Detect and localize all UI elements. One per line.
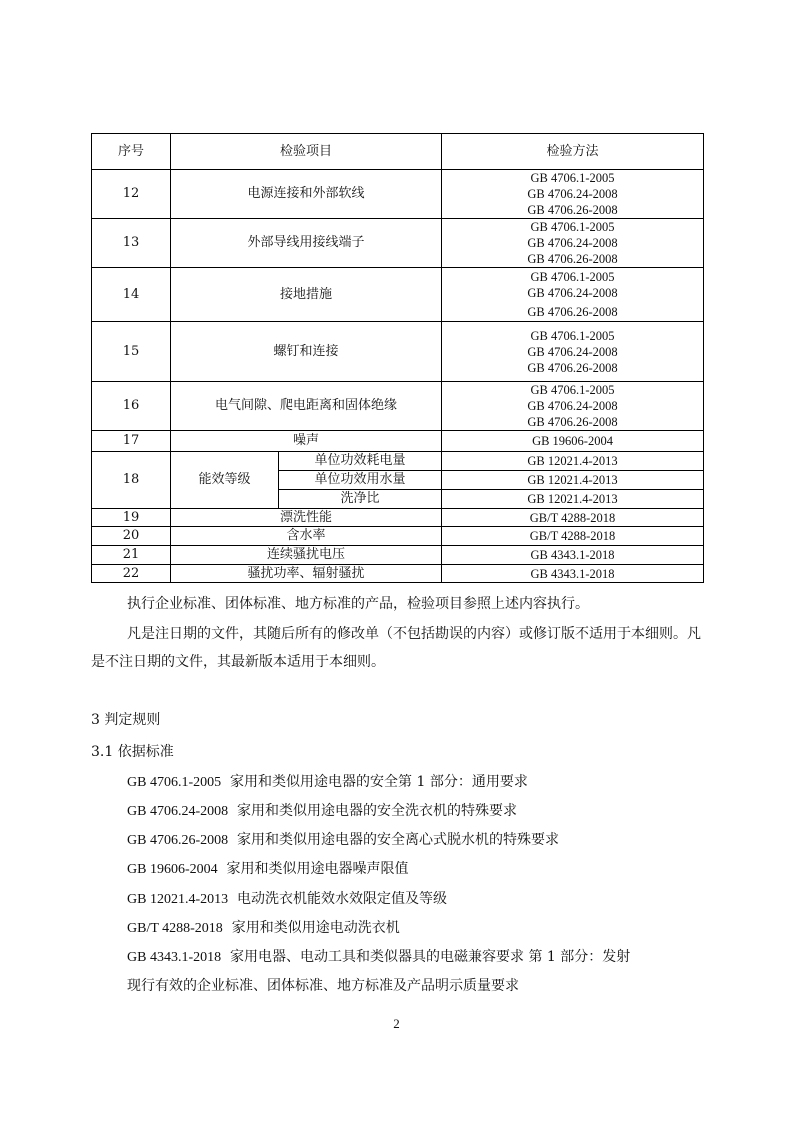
method-line: GB 12021.4-2013 — [527, 454, 618, 468]
row-no: 21 — [92, 546, 171, 565]
method-line: GB 4706.26-2008 — [527, 252, 618, 266]
row-subitem: 单位功效用水量 — [279, 471, 442, 490]
table-row — [92, 565, 704, 583]
table-row — [92, 509, 704, 527]
row-no: 22 — [92, 565, 171, 583]
standard-name: 家用和类似用途电器的安全第 1 部分：通用要求 — [230, 774, 528, 790]
note-paragraph: 执行企业标准、团体标准、地方标准的产品，检验项目参照上述内容执行。 — [127, 596, 589, 612]
method-line: GB 12021.4-2013 — [527, 492, 618, 506]
row-no: 17 — [92, 431, 171, 452]
row-group: 能效等级 — [171, 452, 279, 509]
standard-code: GB 12021.4-2013 — [127, 892, 229, 907]
standard-code: GB 4706.1-2005 — [127, 775, 222, 790]
row-method — [442, 431, 704, 452]
header-no: 序号 — [92, 134, 171, 170]
method-line: GB 4343.1-2018 — [530, 566, 615, 581]
standard-item — [127, 771, 528, 791]
row-item: 连续骚扰电压 — [171, 546, 442, 565]
method-line: GB 4706.1-2005 — [530, 171, 615, 185]
row-method — [442, 170, 704, 219]
method-line: GB 4706.24-2008 — [527, 399, 618, 413]
row-no: 14 — [92, 268, 171, 322]
table-row — [92, 219, 704, 268]
subsection-heading: 3.1 依据标准 — [91, 744, 174, 760]
row-method — [442, 268, 704, 322]
row-method — [442, 382, 704, 431]
method-line: GB 12021.4-2013 — [527, 473, 618, 487]
row-no: 19 — [92, 509, 171, 527]
table-row — [92, 268, 704, 322]
row-method — [442, 471, 704, 490]
standard-name: 家用和类似用途电器的安全洗衣机的特殊要求 — [237, 803, 518, 819]
method-line: GB 4706.24-2008 — [527, 236, 618, 250]
standard-name: 家用和类似用途电动洗衣机 — [231, 920, 400, 936]
header-item: 检验项目 — [171, 134, 442, 170]
standard-code: GB/T 4288-2018 — [127, 921, 223, 936]
row-method — [442, 322, 704, 382]
standard-code: GB 4706.24-2008 — [127, 804, 229, 819]
row-item: 骚扰功率、辐射骚扰 — [171, 565, 442, 583]
row-no: 15 — [92, 322, 171, 382]
row-no: 18 — [92, 452, 171, 509]
note-paragraph: 凡是注日期的文件，其随后所有的修改单（不包括勘误的内容）或修订版不适用于本细则。凡是不注日期的文件，其最新版本适用于本细则。 — [91, 626, 701, 670]
row-no: 12 — [92, 170, 171, 219]
method-line: GB 4706.26-2008 — [527, 415, 618, 429]
row-method — [442, 509, 704, 527]
standard-name: 家用和类似用途电器的安全离心式脱水机的特殊要求 — [237, 832, 560, 848]
row-no: 13 — [92, 219, 171, 268]
row-item: 螺钉和连接 — [171, 322, 442, 382]
method-line: GB 4706.24-2008 — [527, 286, 618, 300]
standard-name: 家用和类似用途电器噪声限值 — [226, 861, 409, 877]
row-item: 电气间隙、爬电距离和固体绝缘 — [171, 382, 442, 431]
row-method — [442, 527, 704, 546]
method-line: GB 4706.26-2008 — [527, 360, 618, 375]
row-method — [442, 219, 704, 268]
standard-name: 电动洗衣机能效水效限定值及等级 — [237, 891, 448, 907]
method-line: GB 4706.1-2005 — [530, 328, 615, 343]
method-line: GB 19606-2004 — [532, 434, 613, 448]
method-line: GB 4706.1-2005 — [530, 220, 615, 234]
method-line: GB 4706.26-2008 — [527, 305, 618, 319]
method-line: GB 4706.1-2005 — [530, 270, 615, 284]
row-no: 20 — [92, 527, 171, 546]
table-row — [92, 382, 704, 431]
table-row — [92, 431, 704, 452]
header-method: 检验方法 — [442, 134, 704, 170]
table-row — [92, 546, 704, 565]
section-heading: 3 判定规则 — [91, 712, 161, 728]
standard-item — [127, 829, 559, 849]
page-number: 2 — [393, 1016, 400, 1031]
standard-code: GB 19606-2004 — [127, 862, 218, 877]
method-line: GB/T 4288-2018 — [529, 529, 616, 543]
standard-code: GB 4706.26-2008 — [127, 833, 229, 848]
row-subitem: 洗净比 — [279, 490, 442, 509]
standard-item — [127, 858, 409, 878]
standard-extra: 现行有效的企业标准、团体标准、地方标准及产品明示质量要求 — [127, 978, 519, 994]
row-method — [442, 490, 704, 509]
row-method — [442, 565, 704, 583]
inspection-table — [91, 133, 704, 583]
table-header-row — [92, 134, 704, 170]
row-no: 16 — [92, 382, 171, 431]
table-row — [92, 170, 704, 219]
row-item: 电源连接和外部软线 — [171, 170, 442, 219]
row-method — [442, 546, 704, 565]
row-item: 接地措施 — [171, 268, 442, 322]
method-line: GB 4706.1-2005 — [530, 383, 615, 397]
table-row — [92, 527, 704, 546]
standard-item — [127, 800, 517, 820]
row-item: 漂洗性能 — [171, 509, 442, 527]
method-line: GB 4706.24-2008 — [527, 187, 618, 201]
row-subitem: 单位功效耗电量 — [279, 452, 442, 471]
table-row — [92, 452, 704, 471]
standard-item — [127, 946, 630, 966]
row-item: 外部导线用接线端子 — [171, 219, 442, 268]
standard-code: GB 4343.1-2018 — [127, 950, 222, 965]
table-row — [92, 322, 704, 382]
method-line: GB/T 4288-2018 — [529, 510, 616, 525]
method-line: GB 4706.26-2008 — [527, 203, 618, 217]
method-line: GB 4706.24-2008 — [527, 344, 618, 359]
standard-item — [127, 917, 400, 937]
row-item: 噪声 — [171, 431, 442, 452]
row-method — [442, 452, 704, 471]
standard-name: 家用电器、电动工具和类似器具的电磁兼容要求 第 1 部分：发射 — [230, 949, 631, 965]
row-item: 含水率 — [171, 527, 442, 546]
standard-item — [127, 888, 447, 908]
method-line: GB 4343.1-2018 — [530, 548, 615, 562]
